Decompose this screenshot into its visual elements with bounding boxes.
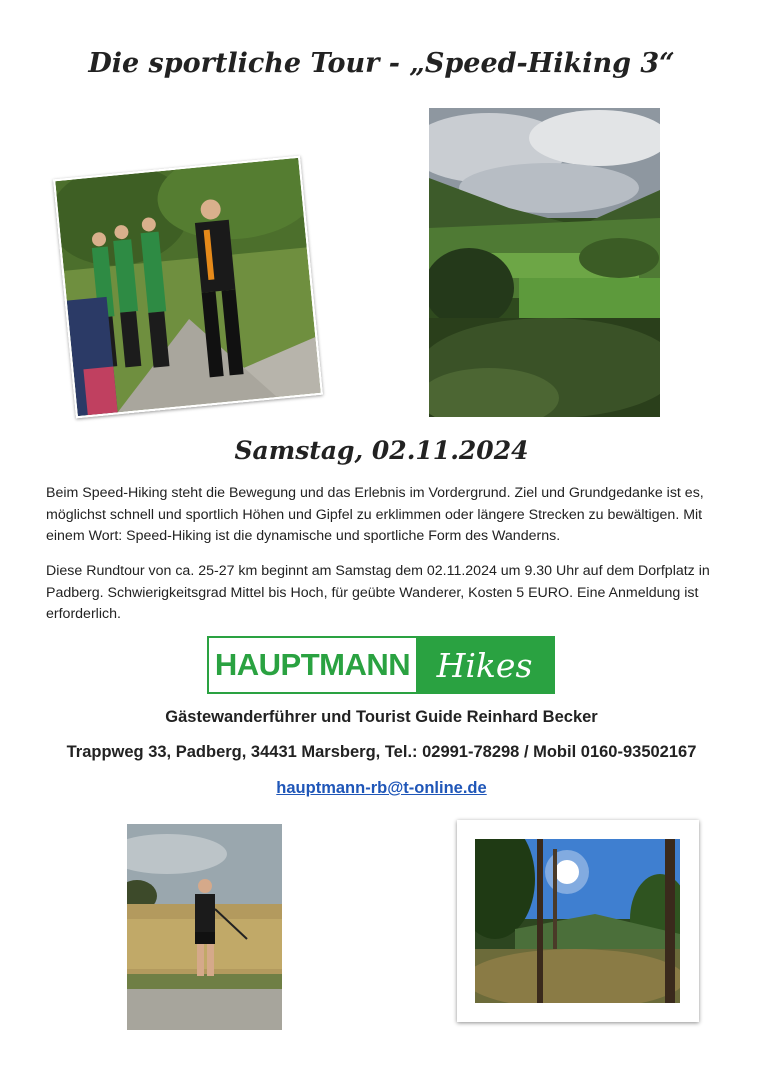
logo-left-text: HAUPTMANN [209,638,416,692]
guide-name: Gästewanderführer und Tourist Guide Reinhard Becker [165,708,598,726]
description-paragraph: Beim Speed-Hiking steht die Bewegung und das Erlebnis im Vordergrund. Ziel und Grundgedanke ist es, möglichst schnell und sportlich Höhen und Gipfel zu erklimmen oder längere Strecken zu bewältigen. Mit einem Wort: Speed-Hiking ist die dynamische und sportliche Form des Wanderns. [46,485,704,544]
hiker-portrait-photo [127,824,282,1030]
tour-details-paragraph: Diese Rundtour von ca. 25-27 km beginnt am Samstag dem 02.11.2024 um 9.30 Uhr auf dem Dorfplatz in Padberg. Schwierigkeitsgrad Mittel bis Hoch, für geübte Wanderer, Kosten 5 EURO. Eine Anmeldung ist erforderlich. [46,563,710,622]
logo-right-text: Hikes [416,638,553,692]
forest-sun-photo [475,839,680,1003]
valley-landscape-photo [429,108,660,417]
forest-photo-frame [457,820,699,1022]
group-hikers-photo [53,156,323,419]
page-title: Die sportliche Tour - „Speed-Hiking 3“ [88,48,675,79]
hauptmann-hikes-logo [207,636,555,694]
email-link[interactable]: hauptmann-rb@t-online.de [276,779,487,797]
contact-address: Trappweg 33, Padberg, 34431 Marsberg, Tel.: 02991-78298 / Mobil 0160-93502167 [66,743,697,761]
event-date: Samstag, 02.11.2024 [234,436,529,465]
